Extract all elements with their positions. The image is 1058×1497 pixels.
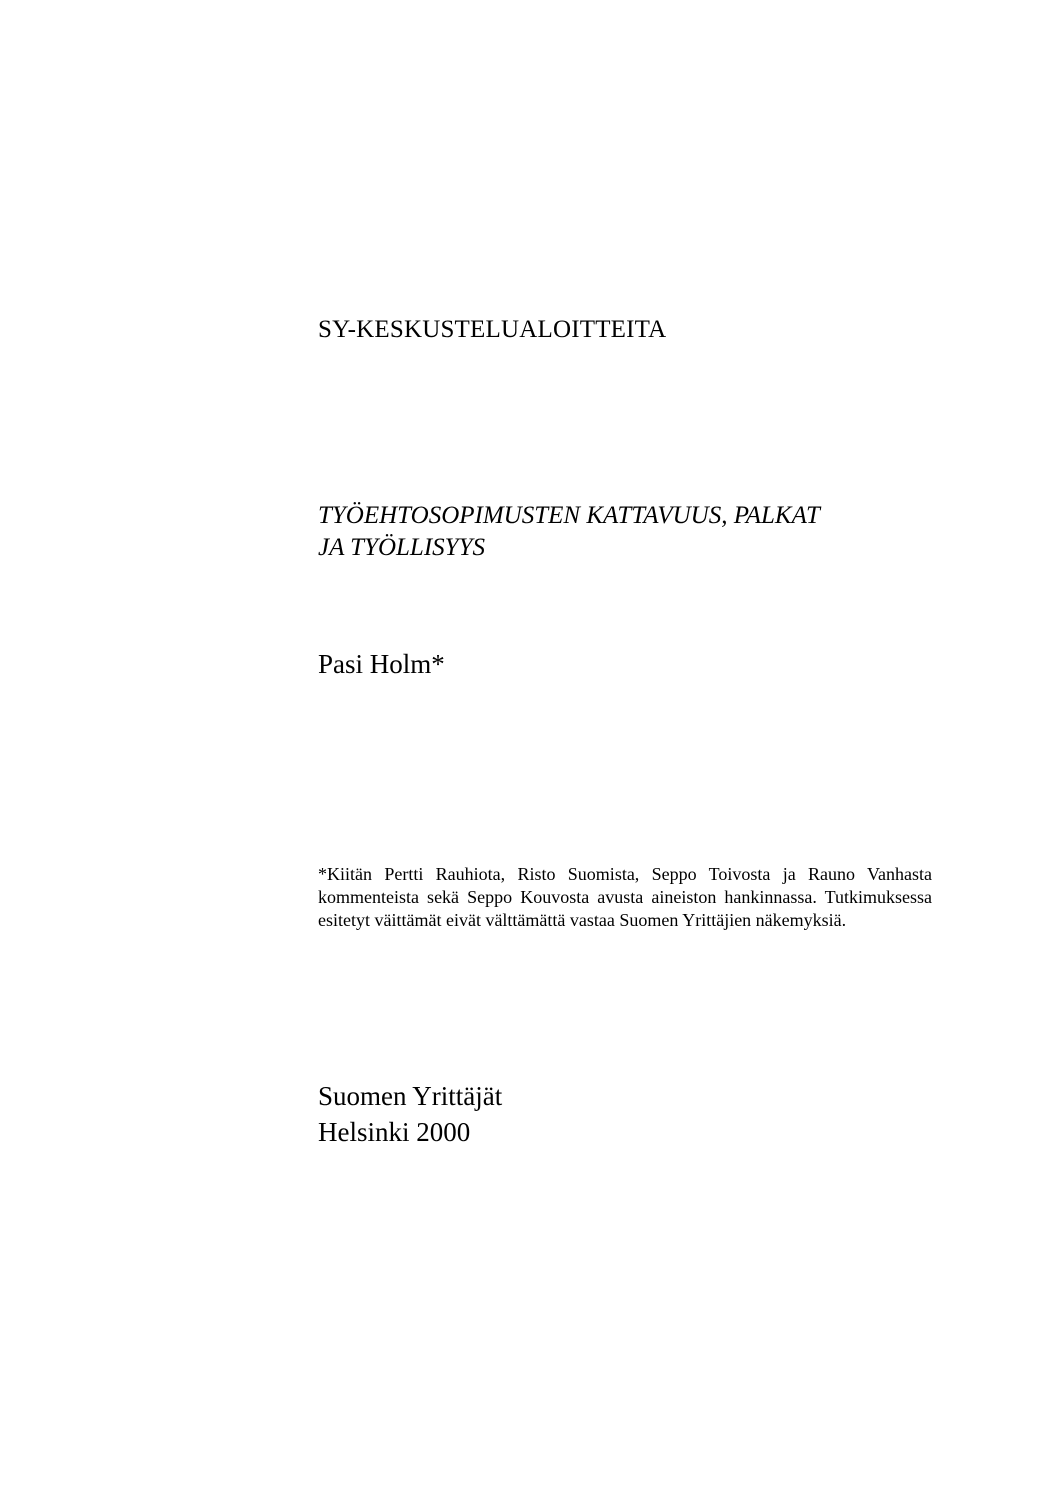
series-name: SY-KESKUSTELUALOITTEITA (318, 316, 667, 343)
document-title (318, 500, 958, 564)
author-name: Pasi Holm* (318, 649, 445, 679)
document-title-line-1: TYÖEHTOSOPIMUSTEN KATTAVUUS, PALKAT (318, 502, 820, 529)
publisher-name: Suomen Yrittäjät (318, 1081, 503, 1111)
document-title-line-2: JA TYÖLLISYYS (318, 534, 485, 561)
publication-place-year: Helsinki 2000 (318, 1117, 471, 1147)
acknowledgement-footnote: *Kiitän Pertti Rauhiota, Risto Suomista, Seppo Toivosta ja Rauno Vanhasta kommenteista sekä Seppo Kouvosta avusta aineiston hankinnassa. Tutkimuksessa esitetyt väittämät eivät välttämättä vastaa Suomen Yrittäjien näkemyksiä. (318, 864, 932, 930)
publisher-block (318, 1078, 502, 1150)
